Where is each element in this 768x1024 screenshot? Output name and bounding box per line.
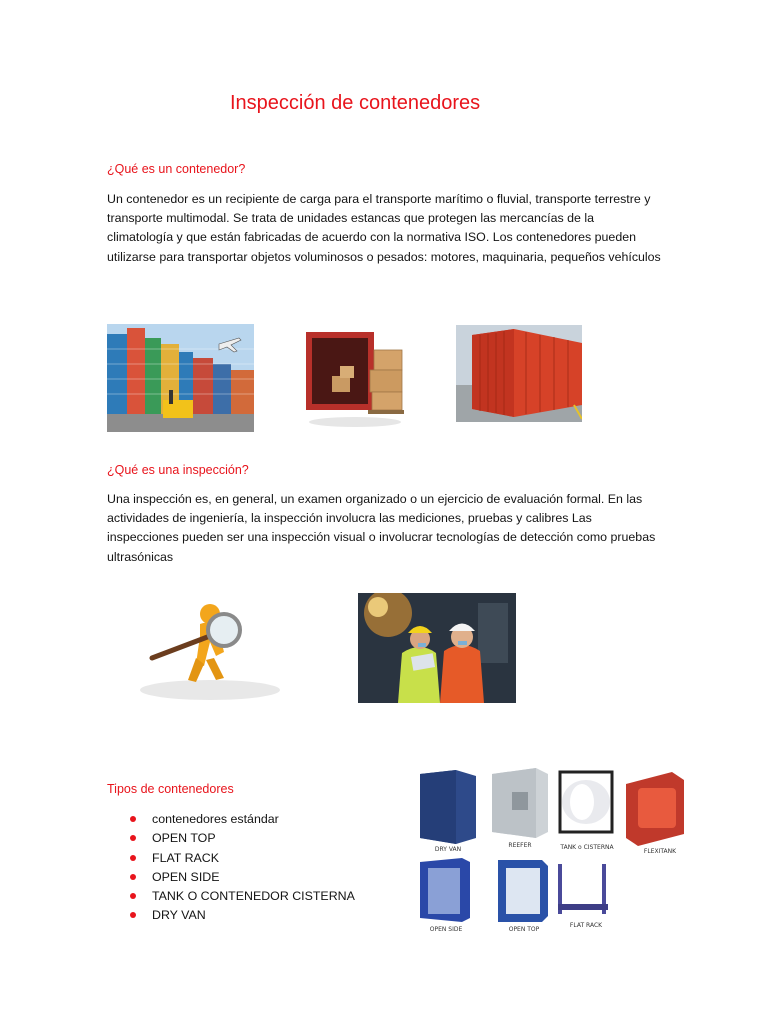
section-body-inspection: Una inspección es, en general, un examen organizado o un ejercicio de evaluación formal. En las actividades de ingeniería, la inspección involucra las mediciones, pruebas y calibres Las inspecciones pueden ser una inspección visual o involucrar tecnologías de detección como pruebas ultrasónicas: [107, 492, 656, 564]
section-heading-types: Tipos de contenedores: [107, 782, 234, 796]
chart-label-flat-rack: FLAT RACK: [569, 922, 603, 929]
magnifier-figure-image: [128, 592, 284, 704]
section-heading-inspection: ¿Qué es una inspección?: [107, 463, 249, 477]
container-types-chart: [412, 764, 692, 936]
list-item: TANK O CONTENEDOR CISTERNA: [130, 887, 355, 906]
list-item: contenedores estándar: [130, 810, 355, 829]
chart-label-dry-van: DRY VAN: [434, 846, 462, 853]
list-item: OPEN SIDE: [130, 868, 355, 887]
open-container-boxes-image: [304, 326, 406, 430]
list-item: FLAT RACK: [130, 849, 355, 868]
chart-label-tank: TANK o CISTERNA: [560, 844, 614, 851]
section-body-container: Un contenedor es un recipiente de carga para el transporte marítimo o fluvial, transporte terrestre y transporte multimodal. Se trata de unidades estancas que protegen las mercancías de la climatología y que están fabricadas de acuerdo con la normativa ISO. Los contenedores pueden utilizarse para transportar objetos voluminosos o pesados: motores, maquinaria, pequeños vehículos: [107, 192, 661, 264]
page-title: Inspección de contenedores: [230, 92, 481, 114]
port-containers-image: [107, 324, 254, 432]
container-types-list: [130, 810, 355, 926]
chart-label-open-top: OPEN TOP: [508, 926, 540, 933]
chart-label-reefer: REEFER: [508, 842, 532, 849]
red-container-image: [456, 325, 582, 422]
chart-label-open-side: OPEN SIDE: [429, 926, 463, 933]
chart-label-flexitank: FLEXITANK: [643, 848, 677, 855]
section-heading-container: ¿Qué es un contenedor?: [107, 162, 246, 176]
engineers-inspection-image: [358, 593, 516, 703]
list-item: DRY VAN: [130, 906, 355, 925]
list-item: OPEN TOP: [130, 829, 355, 848]
